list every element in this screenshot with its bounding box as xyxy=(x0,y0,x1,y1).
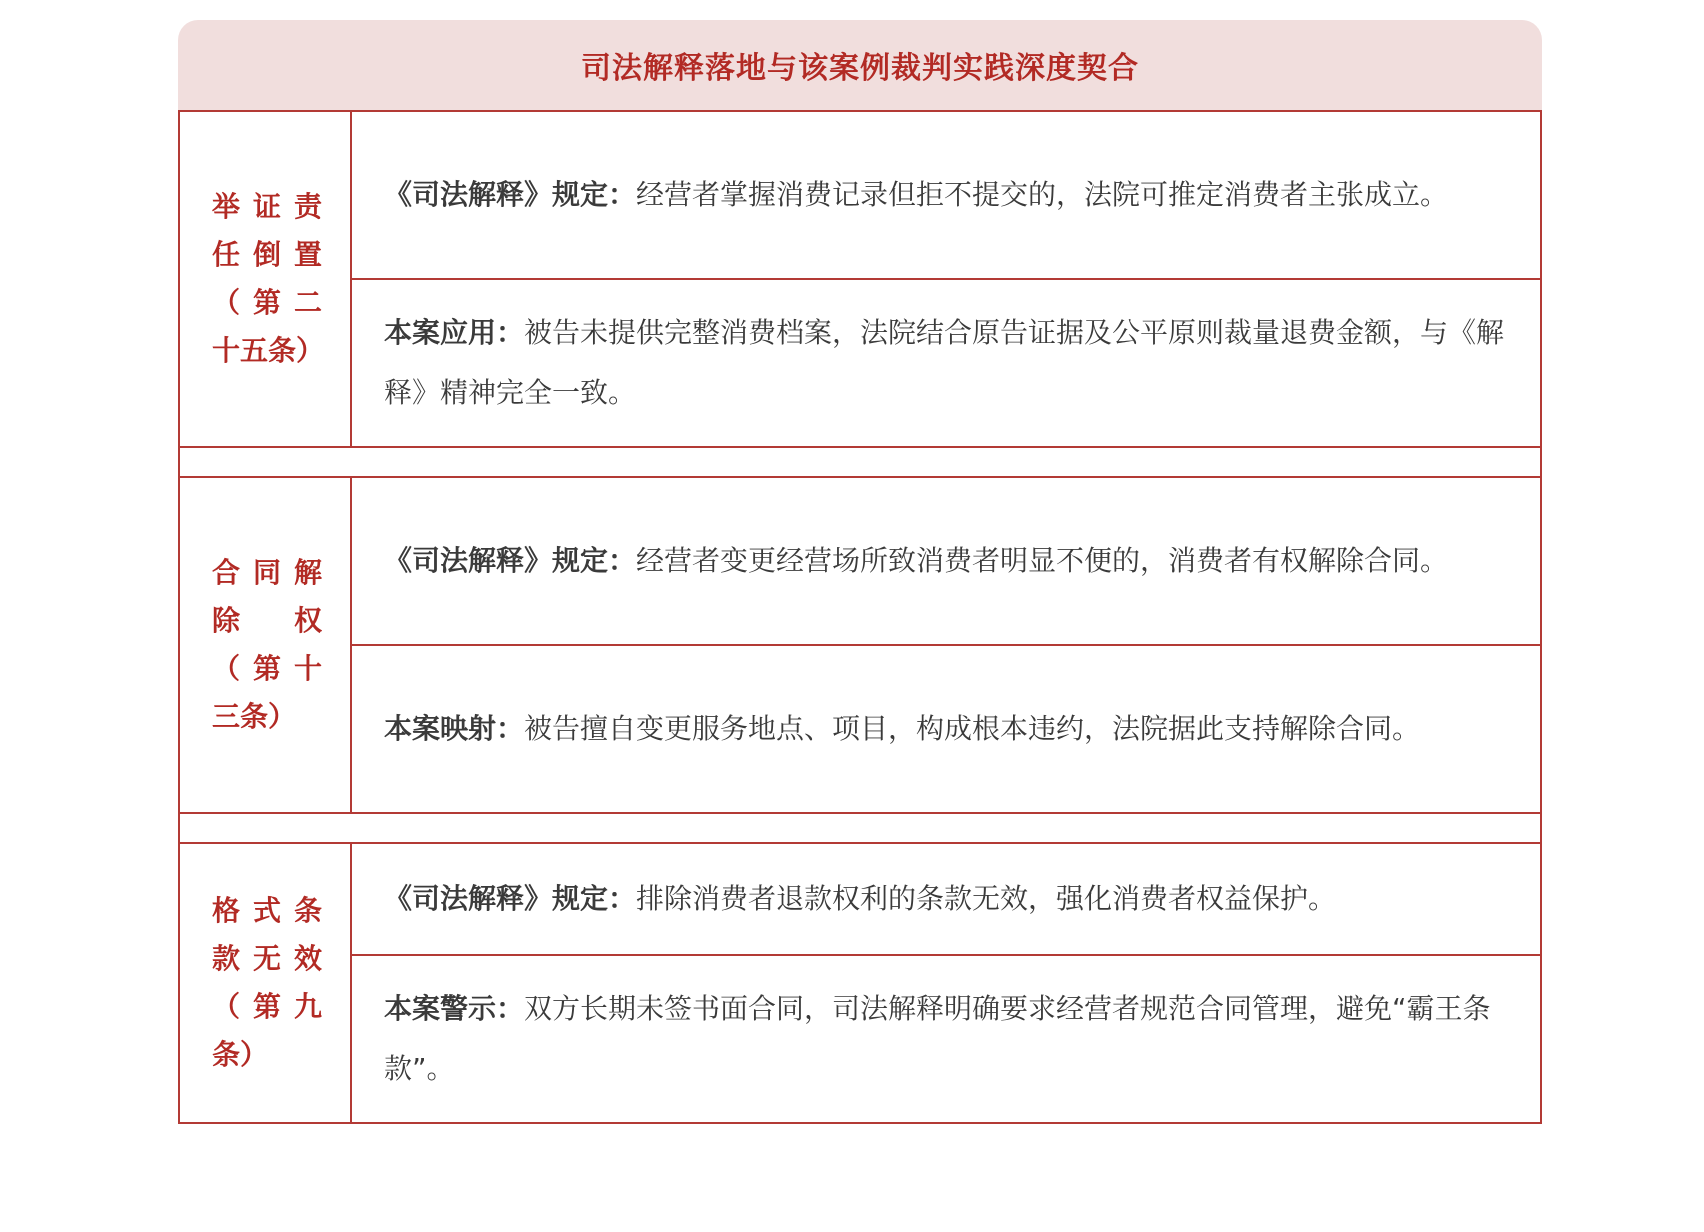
row-cells xyxy=(352,112,1540,446)
case-text: 双方长期未签书面合同，司法解释明确要求经营者规范合同管理，避免“霸王条款”。 xyxy=(384,992,1491,1085)
row-label: 举证责任倒置（第二十五条） xyxy=(212,190,325,367)
rule-cell xyxy=(352,112,1540,278)
case-text: 被告擅自变更服务地点、项目，构成根本违约，法院据此支持解除合同。 xyxy=(524,712,1421,745)
rule-key: 《司法解释》规定： xyxy=(384,178,637,211)
rule-text: 经营者掌握消费记录但拒不提交的，法院可推定消费者主张成立。 xyxy=(636,178,1449,211)
case-key: 本案映射： xyxy=(384,712,525,745)
row-label: 格式条款无效（第九条） xyxy=(212,894,322,1071)
row-label-cell xyxy=(180,112,352,446)
rule-key: 《司法解释》规定： xyxy=(384,882,637,915)
rule-text: 经营者变更经营场所致消费者明显不便的，消费者有权解除合同。 xyxy=(636,544,1449,577)
comparison-card xyxy=(178,20,1542,1124)
rule-cell xyxy=(352,844,1540,954)
case-cell xyxy=(352,644,1540,812)
table-row xyxy=(180,112,1540,448)
row-spacer xyxy=(180,448,1540,478)
comparison-table xyxy=(178,112,1542,1124)
row-cells xyxy=(352,844,1540,1122)
rule-key: 《司法解释》规定： xyxy=(384,544,637,577)
table-row xyxy=(180,844,1540,1124)
case-key: 本案应用： xyxy=(384,316,525,349)
table-row xyxy=(180,478,1540,814)
row-spacer xyxy=(180,814,1540,844)
card-header xyxy=(178,20,1542,112)
row-label-cell xyxy=(180,844,352,1122)
rule-cell xyxy=(352,478,1540,644)
case-cell xyxy=(352,954,1540,1122)
rule-text: 排除消费者退款权利的条款无效，强化消费者权益保护。 xyxy=(636,882,1337,915)
case-text: 被告未提供完整消费档案，法院结合原告证据及公平原则裁量退费金额，与《解释》精神完全一致。 xyxy=(384,316,1505,409)
row-cells xyxy=(352,478,1540,812)
row-label: 合同解除权（第十三条） xyxy=(212,556,322,733)
case-cell xyxy=(352,278,1540,446)
card-title: 司法解释落地与该案例裁判实践深度契合 xyxy=(581,51,1139,86)
case-key: 本案警示： xyxy=(384,992,525,1025)
row-label-cell xyxy=(180,478,352,812)
